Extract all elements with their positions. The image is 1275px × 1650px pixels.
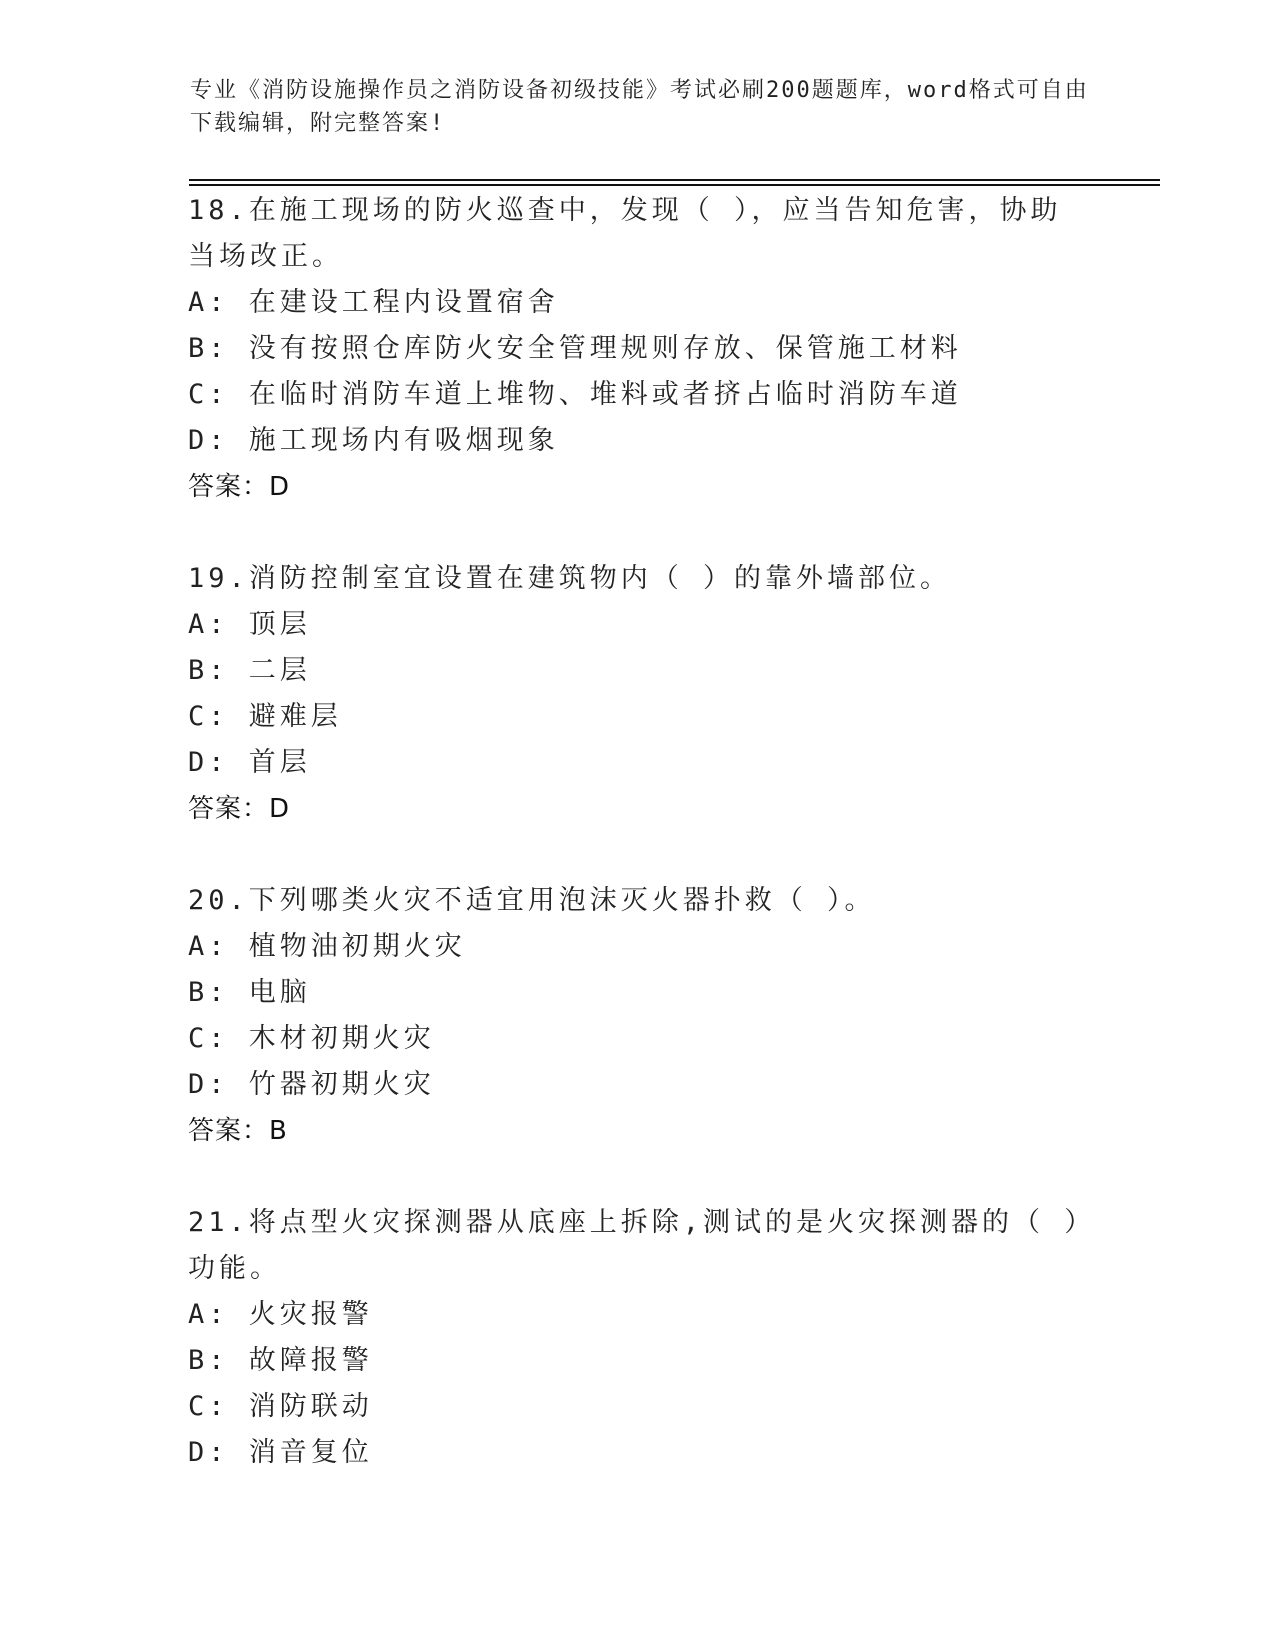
answer-text: 答案：D <box>188 794 291 824</box>
option-c: C: 木材初期火灾 <box>188 1023 435 1054</box>
option-b: B: 没有按照仓库防火安全管理规则存放、保管施工材料 <box>188 333 962 364</box>
option-c: C: 避难层 <box>188 701 342 732</box>
question-21 <box>188 1200 1088 1476</box>
document-header: 专业《消防设施操作员之消防设备初级技能》考试必刷200题题库，word格式可自由下载编辑，附完整答案! <box>190 78 1089 136</box>
header-rule-top <box>189 179 1160 181</box>
answer-text: 答案：B <box>188 1116 288 1146</box>
option-b: B: 电脑 <box>188 977 311 1008</box>
question-20 <box>188 878 1088 1154</box>
option-a: A: 火灾报警 <box>188 1299 373 1330</box>
option-a: A: 植物油初期火灾 <box>188 931 466 962</box>
answer-text: 答案：D <box>188 472 291 502</box>
option-c: C: 在临时消防车道上堆物、堆料或者挤占临时消防车道 <box>188 379 962 410</box>
option-d: D: 消音复位 <box>188 1437 373 1468</box>
option-a: A: 顶层 <box>188 609 311 640</box>
question-list <box>188 188 1088 1522</box>
question-stem: 18.在施工现场的防火巡查中，发现（ ），应当告知危害，协助当场改正。 <box>188 195 1062 272</box>
option-b: B: 二层 <box>188 655 311 686</box>
header-rule-bottom <box>189 184 1160 186</box>
option-b: B: 故障报警 <box>188 1345 373 1376</box>
option-d: D: 竹器初期火灾 <box>188 1069 435 1100</box>
option-d: D: 施工现场内有吸烟现象 <box>188 425 559 456</box>
question-stem: 20.下列哪类火灾不适宜用泡沫灭火器扑救（ ）。 <box>188 885 876 916</box>
question-19 <box>188 556 1088 832</box>
question-stem: 19.消防控制室宜设置在建筑物内（ ）的靠外墙部位。 <box>188 563 952 594</box>
question-stem: 21.将点型火灾探测器从底座上拆除,测试的是火灾探测器的（ ）功能。 <box>188 1207 1082 1284</box>
option-d: D: 首层 <box>188 747 311 778</box>
question-18 <box>188 188 1088 510</box>
option-c: C: 消防联动 <box>188 1391 373 1422</box>
option-a: A: 在建设工程内设置宿舍 <box>188 287 559 318</box>
